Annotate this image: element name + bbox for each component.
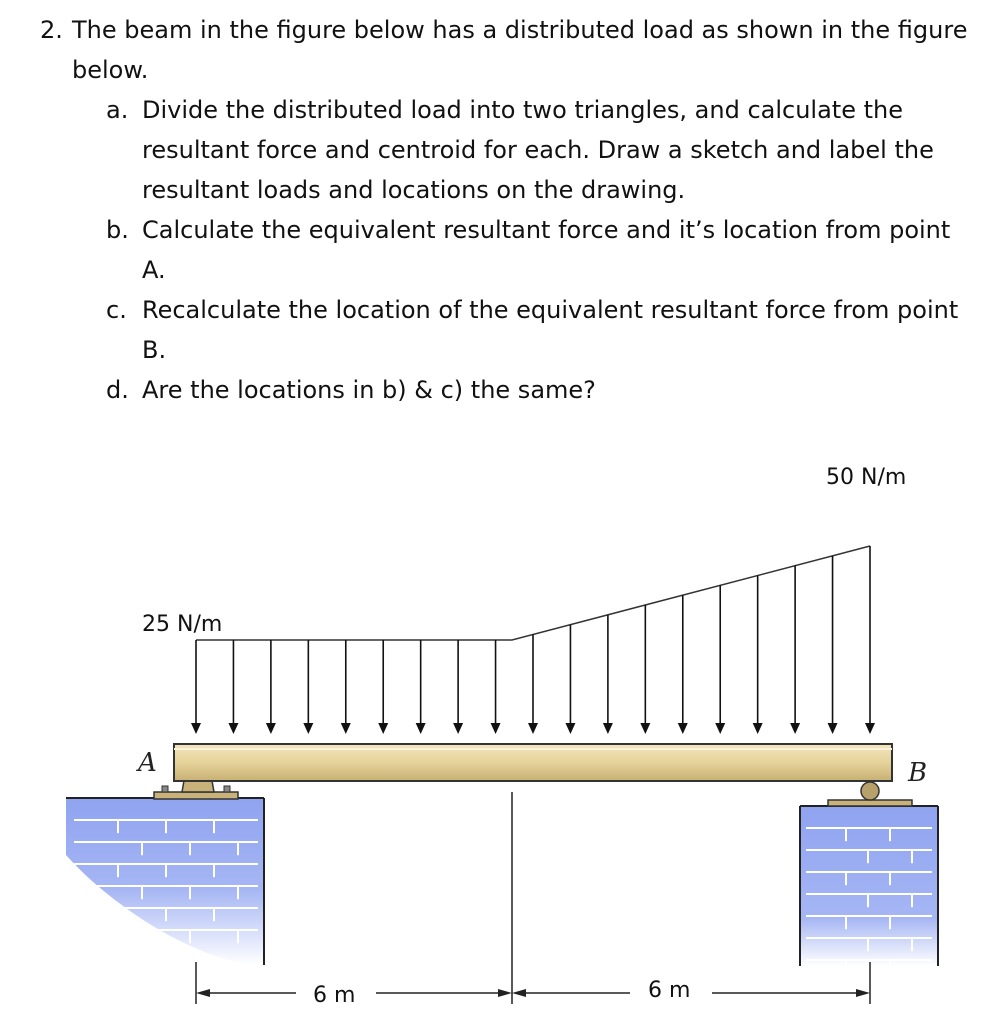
question-part-b [106, 210, 980, 290]
load-arrow-head [228, 723, 238, 734]
load-right-label: 50 N/m [826, 465, 907, 490]
load-arrow-head [303, 723, 313, 734]
bolt-left [162, 786, 168, 792]
part-letter: b. [106, 216, 129, 244]
roller-base-plate [828, 800, 912, 806]
question-text: The beam in the figure below has a distributed load as shown in the figure below. [72, 16, 968, 84]
load-left-label: 25 N/m [142, 612, 223, 637]
dim-right-label: 6 m [648, 978, 691, 1003]
load-arrow-head [790, 723, 800, 734]
dim-left-label: 6 m [313, 983, 356, 1008]
load-arrow-head [603, 723, 613, 734]
pin-base-plate [154, 792, 238, 799]
roller [861, 782, 879, 800]
beam [174, 744, 892, 781]
question-stem [40, 10, 980, 90]
part-text: Calculate the equivalent resultant force and it’s location from point A. [142, 216, 951, 284]
point-b-label: B [908, 758, 928, 788]
load-arrow-head [341, 723, 351, 734]
dim-left-arrow-b [498, 989, 512, 997]
dim-left-arrow-a [196, 989, 210, 997]
load-arrow-head [266, 723, 276, 734]
part-letter: a. [106, 96, 129, 124]
part-text: Recalculate the location of the equivalent resultant force from point B. [142, 296, 959, 364]
question-block [40, 10, 980, 410]
question-part-a [106, 90, 980, 210]
bolt-right [224, 786, 230, 792]
question-part-d [106, 370, 980, 410]
distributed-load [191, 546, 875, 734]
point-a-label: A [138, 748, 157, 778]
dimensions [196, 792, 870, 1008]
load-arrow-head [378, 723, 388, 734]
question-number: 2. [40, 16, 63, 44]
left-wall [66, 798, 264, 965]
dim-right-arrow-b [856, 989, 870, 997]
question-part-c [106, 290, 980, 370]
load-arrow-head [828, 723, 838, 734]
part-letter: d. [106, 376, 129, 404]
part-text: Divide the distributed load into two triangles, and calculate the resultant force and centroid for each. Draw a sketch and label the resultant loads and locations on the drawing. [142, 96, 934, 204]
load-arrow-head [528, 723, 538, 734]
part-letter: c. [106, 296, 127, 324]
load-arrow-head [565, 723, 575, 734]
load-arrow-head [865, 723, 875, 734]
right-wall [800, 806, 938, 973]
load-arrow-head [416, 723, 426, 734]
question-parts [40, 90, 980, 410]
part-text: Are the locations in b) & c) the same? [142, 376, 596, 404]
beam-figure [0, 420, 1000, 1024]
load-arrow-head [191, 723, 201, 734]
load-outline [196, 546, 870, 640]
load-arrow-head [640, 723, 650, 734]
load-arrow-head [678, 723, 688, 734]
load-arrow-head [715, 723, 725, 734]
dim-right-arrow-a [512, 989, 526, 997]
load-arrow-head [453, 723, 463, 734]
load-arrow-head [491, 723, 501, 734]
roller-support-b [828, 782, 912, 806]
load-arrow-head [753, 723, 763, 734]
